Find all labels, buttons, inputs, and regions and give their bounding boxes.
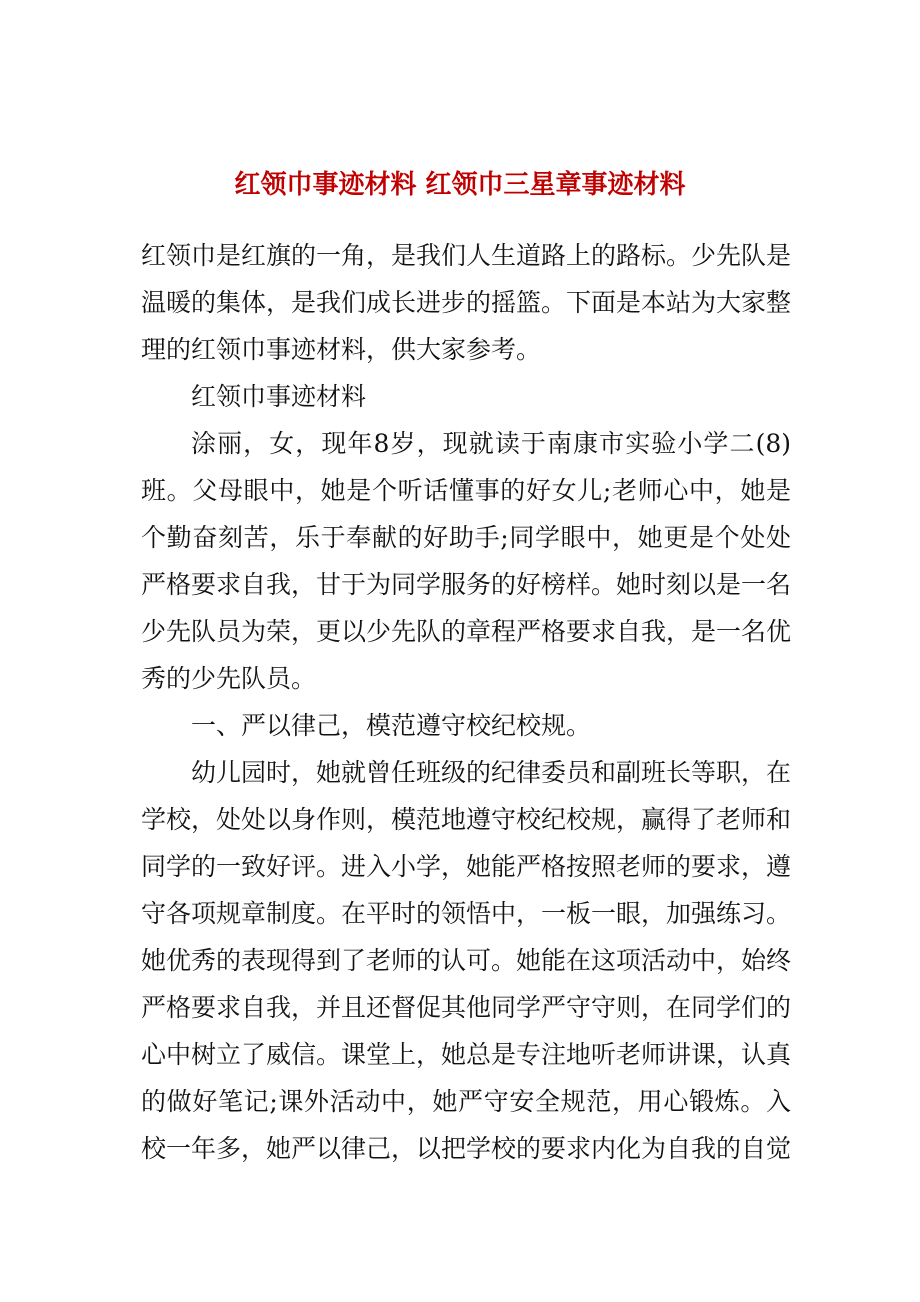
document-title: 红领巾事迹材料 红领巾三星章事迹材料 xyxy=(234,170,686,200)
section-heading: 红领巾事迹材料 xyxy=(191,382,367,411)
intro-paragraph: 红领巾是红旗的一角，是我们人生道路上的路标。少先队是温暖的集体，是我们成长进步的摇篮。下面是本站为大家整理的红领巾事迹材料，供大家参考。 xyxy=(141,241,792,364)
subsection-heading: 一、严以律己，模范遵守校纪校规。 xyxy=(191,711,592,740)
discipline-paragraph: 幼儿园时，她就曾任班级的纪律委员和副班长等职，在学校，处处以身作则，模范地遵守校纪校规，赢得了老师和同学的一致好评。进入小学，她能严格按照老师的要求，遵守各项规章制度。在平时的领悟中，一板一眼，加强练习。她优秀的表现得到了老师的认可。她能在这项活动中，始终严格要求自我，并且还督促其他同学严守守则，在同学们的心中树立了威信。课堂上，她总是专注地听老师讲课，认真的做好笔记;课外活动中，她严守安全规范，用心锻炼。入校一年多，她严以律己，以把学校的要求内化为自我的自觉 xyxy=(141,758,792,1163)
profile-paragraph: 涂丽，女，现年8岁，现就读于南康市实验小学二(8)班。父母眼中，她是个听话懂事的好女儿;老师心中，她是个勤奋刻苦，乐于奉献的好助手;同学眼中，她更是个处处严格要求自我，甘于为同学服务的好榜样。她时刻以是一名少先队员为荣，更以少先队的章程严格要求自我，是一名优秀的少先队员。 xyxy=(141,429,792,693)
document-body xyxy=(141,232,791,1172)
